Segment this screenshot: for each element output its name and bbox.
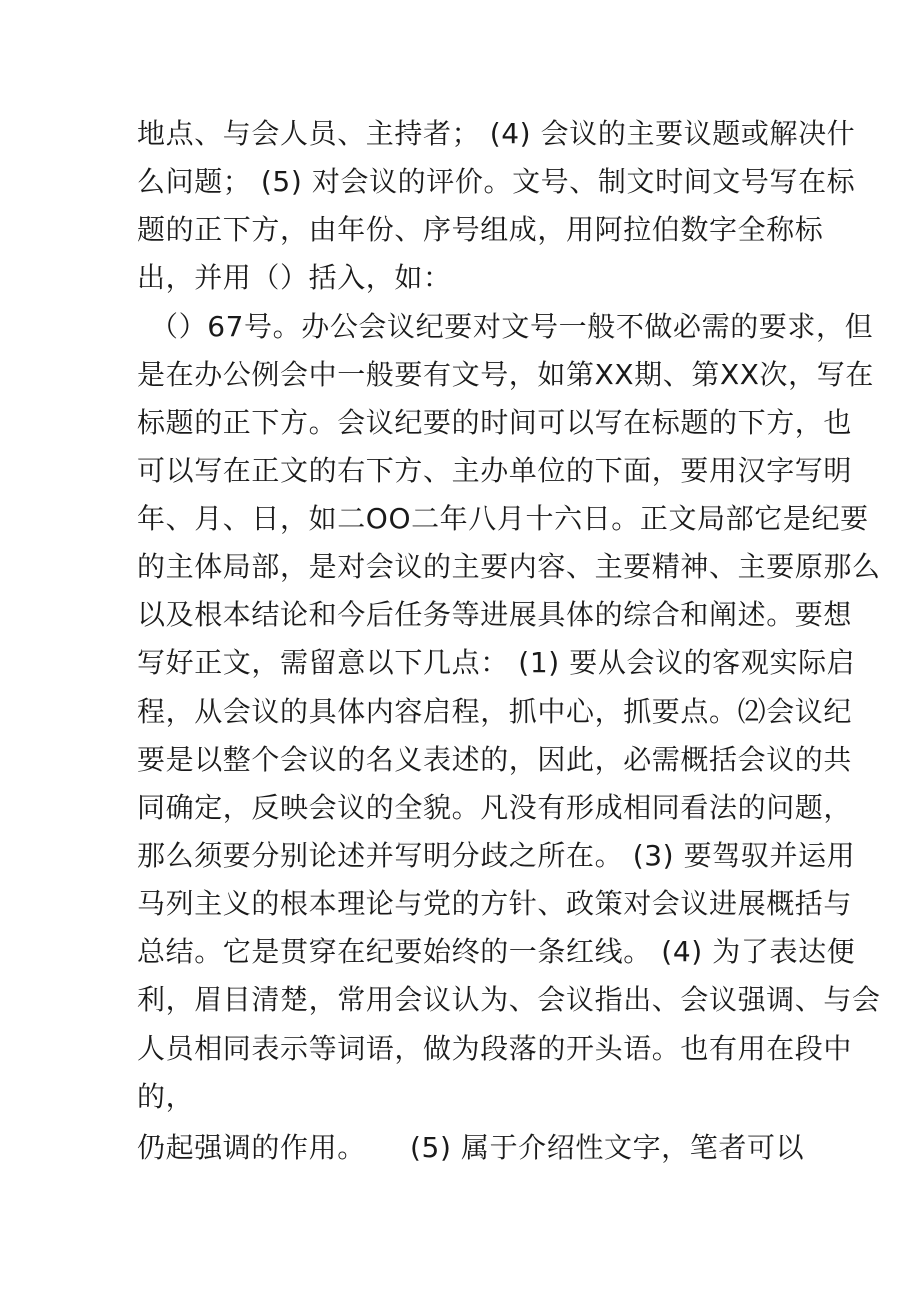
text-line-6: 是在办公例会中一般要有文号，如第XX期、第XX次，写在 bbox=[137, 358, 874, 391]
text-line-11: 以及根本结论和今后任务等进展具体的综合和阐述。要想 bbox=[137, 598, 853, 631]
text-line-20: 人员相同表示等词语，做为段落的开头语。也有用在段中 bbox=[137, 1032, 853, 1065]
text-line-16: 那么须要分别论述并写明分歧之所在。 (3) 要驾驭并运用 bbox=[137, 839, 856, 872]
text-line-15: 同确定，反映会议的全貌。凡没有形成相同看法的问题， bbox=[137, 791, 853, 824]
text-line-1: 地点、与会人员、主持者； (4) 会议的主要议题或解决什 bbox=[137, 117, 856, 150]
text-line-17: 马列主义的根本理论与党的方针、政策对会议进展概括与 bbox=[137, 887, 853, 920]
text-line-9: 年、月、日，如二OO二年八月十六日。正文局部它是纪要 bbox=[137, 502, 869, 535]
text-line-10: 的主体局部，是对会议的主要内容、主要精神、主要原那么 bbox=[137, 550, 881, 583]
text-line-8: 可以写在正文的右下方、主办单位的下面，要用汉字写明 bbox=[137, 454, 853, 487]
text-line-19: 利，眉目清楚，常用会议认为、会议指出、会议强调、与会 bbox=[137, 983, 881, 1016]
text-line-13: 程，从会议的具体内容启程，抓中心，抓要点。⑵会议纪 bbox=[137, 695, 853, 728]
text-line-21: 的， bbox=[137, 1080, 195, 1113]
text-line-5: （）67号。办公会议纪要对文号一般不做必需的要求，但 bbox=[150, 310, 874, 343]
text-line-22: 仍起强调的作用。 bbox=[137, 1131, 366, 1164]
text-line-4: 出，并用（）括入，如： bbox=[137, 261, 452, 294]
text-line-2: 么问题； (5) 对会议的评价。文号、制文时间文号写在标 bbox=[137, 165, 856, 198]
text-line-7: 标题的正下方。会议纪要的时间可以写在标题的下方，也 bbox=[137, 406, 853, 439]
text-line-22-continued: (5) 属于介绍性文字，笔者可以 bbox=[410, 1131, 805, 1164]
text-line-12: 写好正文，需留意以下几点： (1) 要从会议的客观实际启 bbox=[137, 646, 856, 679]
text-line-3: 题的正下方，由年份、序号组成，用阿拉伯数字全称标 bbox=[137, 213, 824, 246]
text-line-18: 总结。它是贯穿在纪要始终的一条红线。 (4) 为了表达便 bbox=[137, 935, 856, 968]
text-line-14: 要是以整个会议的名义表述的，因此，必需概括会议的共 bbox=[137, 743, 853, 776]
